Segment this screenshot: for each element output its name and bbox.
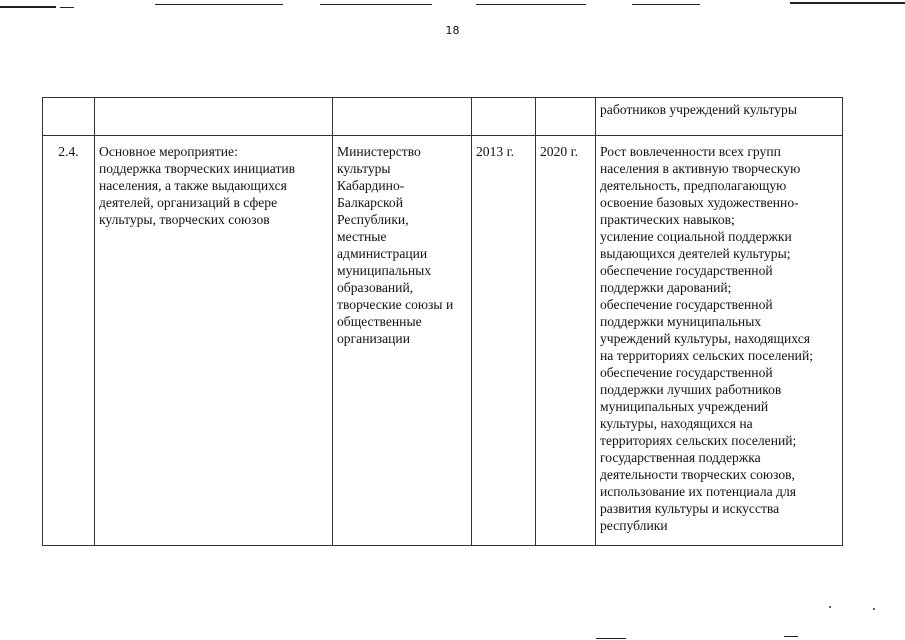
- executors-cell: [333, 136, 472, 546]
- end-year: 2020 г.: [540, 144, 579, 159]
- outcome-text: Рост вовлеченности всех групп населения в активную творческую деятельность, предполагающую освоение базовых художественно- практических навыков; усиление социальной поддержки выдающихся деятелей культуры; обеспечение государственной поддержки дарований; обеспечение государственной поддержки муниципальных учреждений культуры, находящихся на территориях сельских поселений; обеспечение государственной поддержки лучших работников муниципальных учреждений культуры, находящихся на территориях сельских поселений; государственная поддержка деятельности творческих союзов, использование их потенциала для развития культуры и искусства республики: [600, 144, 814, 533]
- start-year-cell: [472, 98, 536, 136]
- scan-artifact-line: [632, 4, 700, 5]
- scan-artifact-line: [476, 4, 586, 5]
- outcome-cell: [596, 136, 843, 546]
- scan-artifact-line: [0, 6, 56, 8]
- activity-title: Основное мероприятие: поддержка творческих инициатив населения, а также выдающихся деятелей, организаций в сфере культуры, творческих союзов: [99, 144, 296, 227]
- scan-speck: [873, 608, 875, 610]
- start-year-cell: [472, 136, 536, 546]
- start-year: 2013 г.: [476, 144, 515, 159]
- end-year-cell: [536, 98, 596, 136]
- page-number: 18: [445, 24, 460, 37]
- table-row: [43, 136, 843, 546]
- executors-cell: [333, 98, 472, 136]
- scan-artifact-line: [60, 7, 74, 8]
- row-number: 2.4.: [58, 144, 79, 159]
- scan-artifact-line: [596, 638, 626, 639]
- outcome-cell: [596, 98, 843, 136]
- scan-speck: [829, 606, 831, 608]
- outcome-continuation-text: работников учреждений культуры: [600, 102, 797, 117]
- number-cell: [43, 98, 95, 136]
- table-row-continuation: [43, 98, 843, 136]
- scan-artifact-line: [155, 4, 283, 5]
- number-cell: [43, 136, 95, 546]
- scan-artifact-line: [320, 4, 432, 5]
- title-cell: [95, 98, 333, 136]
- scan-artifact-line: [784, 636, 798, 637]
- executors-text: Министерство культуры Кабардино- Балкарской Республики, местные администрации муниципальных образований, творческие союзы и общественные организации: [337, 144, 454, 346]
- scan-artifact-line: [790, 2, 905, 4]
- title-cell: [95, 136, 333, 546]
- end-year-cell: [536, 136, 596, 546]
- program-table: [42, 97, 843, 546]
